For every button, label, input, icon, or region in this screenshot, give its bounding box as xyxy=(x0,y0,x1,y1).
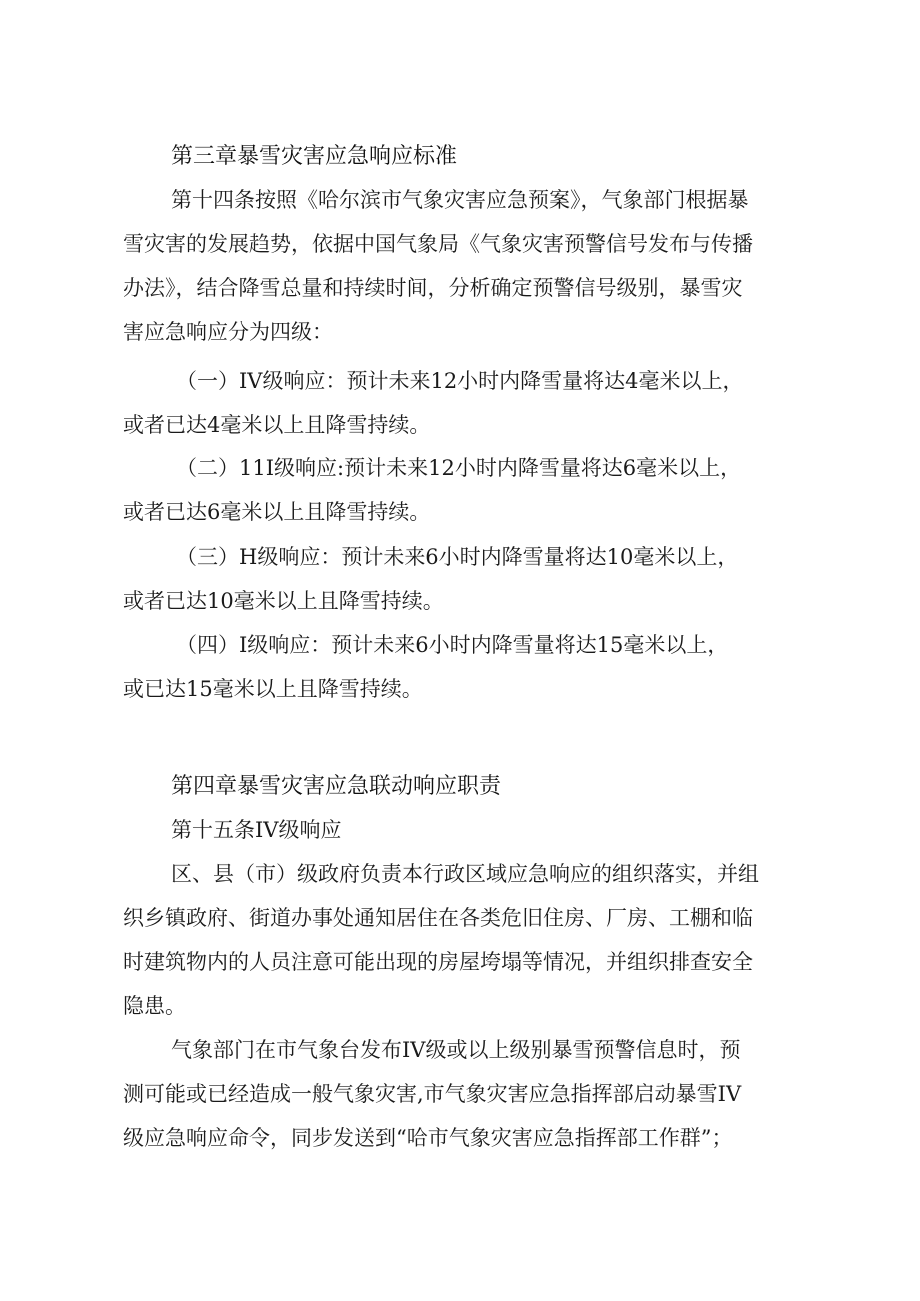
level-2-response-line-2: 或者已达10毫米以上且降雪持续。 xyxy=(123,589,444,613)
level-2-response-line-1: （三）H级响应：预计未来6小时内降雪量将达10毫米以上， xyxy=(176,545,739,569)
level-4-response-line-2: 或者已达4毫米以上且降雪持续。 xyxy=(123,413,431,437)
article-15-para-1-line-4: 隐患。 xyxy=(123,994,186,1018)
article-15-para-1-line-1: 区、县（市）级政府负责本行政区域应急响应的组织落实，并组 xyxy=(171,862,759,886)
level-3-response-line-1: （二）11I级响应:预计未来12小时内降雪量将达6毫米以上， xyxy=(176,456,742,480)
level-4-response-line-1: （一）IV级响应：预计未来12小时内降雪量将达4毫米以上， xyxy=(176,369,744,393)
level-1-response-line-1: （四）I级响应：预计未来6小时内降雪量将达15毫米以上， xyxy=(176,633,729,657)
chapter-4-title: 第四章暴雪灾害应急联动响应职责 xyxy=(171,774,502,799)
article-15-title: 第十五条IV级响应 xyxy=(171,818,342,842)
level-1-response-line-2: 或已达15毫米以上且降雪持续。 xyxy=(123,677,423,701)
article-14-line-1: 第十四条按照《哈尔滨市气象灾害应急预案》，气象部门根据暴 xyxy=(171,188,749,212)
article-15-para-1-line-3: 时建筑物内的人员注意可能出现的房屋垮塌等情况，并组织排查安全 xyxy=(123,950,753,974)
chapter-3-title: 第三章暴雪灾害应急响应标准 xyxy=(171,144,458,169)
article-14-line-4: 害应急响应分为四级： xyxy=(123,320,333,344)
article-15-para-2-line-3: 级应急响应命令，同步发送到“哈市气象灾害应急指挥部工作群”； xyxy=(123,1126,733,1150)
article-14-line-2: 雪灾害的发展趋势，依据中国气象局《气象灾害预警信号发布与传播 xyxy=(123,232,753,256)
article-15-para-2-line-2: 测可能或已经造成一般气象灾害,市气象灾害应急指挥部启动暴雪IV xyxy=(123,1082,742,1106)
article-15-para-2-line-1: 气象部门在市气象台发布IV级或以上级别暴雪预警信息时，预 xyxy=(171,1038,741,1062)
article-15-para-1-line-2: 织乡镇政府、街道办事处通知居住在各类危旧住房、厂房、工棚和临 xyxy=(123,906,753,930)
level-3-response-line-2: 或者已达6毫米以上且降雪持续。 xyxy=(123,500,431,524)
article-14-line-3: 办法》，结合降雪总量和持续时间，分析确定预警信号级别，暴雪灾 xyxy=(123,276,743,300)
